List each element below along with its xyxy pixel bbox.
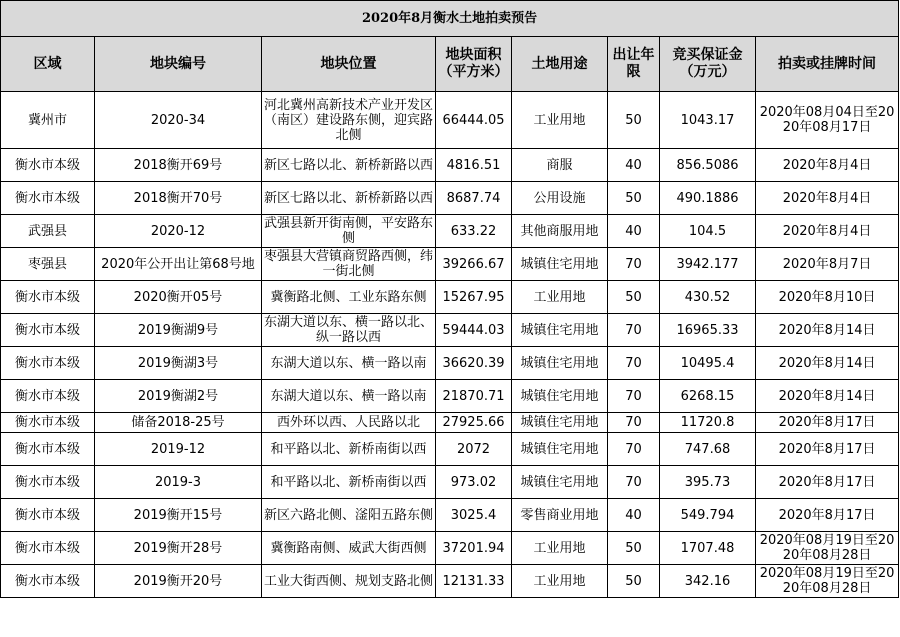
- cell-use: 城镇住宅用地: [512, 380, 608, 413]
- table-row: [1, 380, 899, 413]
- cell-region: 冀州市: [1, 92, 95, 149]
- cell-years: 70: [608, 347, 660, 380]
- cell-deposit: 6268.15: [660, 380, 756, 413]
- cell-use: 工业用地: [512, 565, 608, 598]
- cell-deposit: 1707.48: [660, 532, 756, 565]
- table-row: [1, 248, 899, 281]
- cell-date: 2020年8月4日: [756, 149, 899, 182]
- cell-date: 2020年8月4日: [756, 182, 899, 215]
- cell-years: 70: [608, 314, 660, 347]
- cell-code: 2019衡开28号: [95, 532, 262, 565]
- table-row: [1, 92, 899, 149]
- cell-years: 40: [608, 499, 660, 532]
- cell-date: 2020年8月14日: [756, 380, 899, 413]
- cell-code: 2020年公开出让第68号地: [95, 248, 262, 281]
- header-area: 地块面积（平方米）: [436, 37, 512, 92]
- cell-location: 河北冀州高新技术产业开发区（南区）建设路东侧，迎宾路北侧: [262, 92, 436, 149]
- cell-code: 2019-12: [95, 433, 262, 466]
- cell-code: 2018衡开69号: [95, 149, 262, 182]
- cell-area: 36620.39: [436, 347, 512, 380]
- table-row: [1, 281, 899, 314]
- cell-region: 枣强县: [1, 248, 95, 281]
- cell-years: 40: [608, 215, 660, 248]
- cell-region: 衡水市本级: [1, 182, 95, 215]
- cell-deposit: 856.5086: [660, 149, 756, 182]
- table-row: [1, 433, 899, 466]
- cell-date: 2020年8月14日: [756, 347, 899, 380]
- cell-years: 50: [608, 565, 660, 598]
- cell-date: 2020年8月10日: [756, 281, 899, 314]
- cell-location: 东湖大道以东、横一路以南: [262, 347, 436, 380]
- cell-area: 15267.95: [436, 281, 512, 314]
- cell-date: 2020年8月7日: [756, 248, 899, 281]
- header-date: 拍卖或挂牌时间: [756, 37, 899, 92]
- cell-deposit: 430.52: [660, 281, 756, 314]
- cell-years: 50: [608, 532, 660, 565]
- cell-date: 2020年8月17日: [756, 466, 899, 499]
- cell-use: 工业用地: [512, 281, 608, 314]
- cell-area: 27925.66: [436, 413, 512, 433]
- cell-location: 冀衡路北侧、工业东路东侧: [262, 281, 436, 314]
- cell-region: 衡水市本级: [1, 281, 95, 314]
- cell-years: 70: [608, 248, 660, 281]
- cell-years: 50: [608, 92, 660, 149]
- cell-region: 衡水市本级: [1, 347, 95, 380]
- cell-date: 2020年8月14日: [756, 314, 899, 347]
- cell-region: 衡水市本级: [1, 532, 95, 565]
- table-row: [1, 499, 899, 532]
- cell-deposit: 1043.17: [660, 92, 756, 149]
- header-region: 区域: [1, 37, 95, 92]
- cell-deposit: 16965.33: [660, 314, 756, 347]
- cell-region: 衡水市本级: [1, 433, 95, 466]
- cell-use: 城镇住宅用地: [512, 248, 608, 281]
- cell-deposit: 342.16: [660, 565, 756, 598]
- cell-location: 西外环以西、人民路以北: [262, 413, 436, 433]
- cell-region: 衡水市本级: [1, 565, 95, 598]
- table-row: [1, 413, 899, 433]
- cell-code: 2019衡湖3号: [95, 347, 262, 380]
- cell-use: 零售商业用地: [512, 499, 608, 532]
- cell-area: 3025.4: [436, 499, 512, 532]
- cell-location: 和平路以北、新桥南街以西: [262, 433, 436, 466]
- cell-date: 2020年08月19日至2020年08月28日: [756, 532, 899, 565]
- cell-area: 973.02: [436, 466, 512, 499]
- cell-use: 城镇住宅用地: [512, 314, 608, 347]
- cell-area: 37201.94: [436, 532, 512, 565]
- cell-code: 2019衡湖9号: [95, 314, 262, 347]
- cell-location: 新区七路以北、新桥新路以西: [262, 149, 436, 182]
- table-row: [1, 532, 899, 565]
- cell-code: 2019衡开15号: [95, 499, 262, 532]
- cell-use: 城镇住宅用地: [512, 433, 608, 466]
- cell-region: 衡水市本级: [1, 149, 95, 182]
- cell-location: 和平路以北、新桥南街以西: [262, 466, 436, 499]
- cell-region: 衡水市本级: [1, 380, 95, 413]
- cell-use: 商服: [512, 149, 608, 182]
- cell-location: 冀衡路南侧、威武大街西侧: [262, 532, 436, 565]
- cell-area: 21870.71: [436, 380, 512, 413]
- cell-area: 2072: [436, 433, 512, 466]
- table-row: [1, 466, 899, 499]
- cell-use: 工业用地: [512, 532, 608, 565]
- cell-date: 2020年8月4日: [756, 215, 899, 248]
- cell-code: 2020-34: [95, 92, 262, 149]
- cell-date: 2020年08月19日至2020年08月28日: [756, 565, 899, 598]
- header-use: 土地用途: [512, 37, 608, 92]
- cell-location: 工业大街西侧、规划支路北侧: [262, 565, 436, 598]
- cell-location: 东湖大道以东、横一路以北、纵一路以西: [262, 314, 436, 347]
- cell-area: 59444.03: [436, 314, 512, 347]
- cell-code: 2018衡开70号: [95, 182, 262, 215]
- cell-area: 39266.67: [436, 248, 512, 281]
- cell-deposit: 3942.177: [660, 248, 756, 281]
- cell-area: 66444.05: [436, 92, 512, 149]
- cell-region: 衡水市本级: [1, 314, 95, 347]
- cell-date: 2020年8月17日: [756, 433, 899, 466]
- cell-deposit: 395.73: [660, 466, 756, 499]
- header-deposit: 竞买保证金（万元）: [660, 37, 756, 92]
- cell-use: 城镇住宅用地: [512, 413, 608, 433]
- cell-deposit: 490.1886: [660, 182, 756, 215]
- cell-years: 70: [608, 380, 660, 413]
- table-row: [1, 347, 899, 380]
- cell-location: 新区六路北侧、滏阳五路东侧: [262, 499, 436, 532]
- table-title: 2020年8月衡水土地拍卖预告: [1, 1, 899, 37]
- cell-deposit: 11720.8: [660, 413, 756, 433]
- table-row: [1, 215, 899, 248]
- cell-region: 衡水市本级: [1, 499, 95, 532]
- table-row: [1, 314, 899, 347]
- cell-years: 70: [608, 433, 660, 466]
- cell-date: 2020年8月17日: [756, 499, 899, 532]
- cell-years: 50: [608, 182, 660, 215]
- cell-years: 40: [608, 149, 660, 182]
- table-row: [1, 149, 899, 182]
- cell-location: 东湖大道以东、横一路以南: [262, 380, 436, 413]
- cell-location: 枣强县大营镇商贸路西侧，纬一街北侧: [262, 248, 436, 281]
- cell-region: 武强县: [1, 215, 95, 248]
- cell-use: 公用设施: [512, 182, 608, 215]
- cell-date: 2020年08月04日至2020年08月17日: [756, 92, 899, 149]
- cell-years: 50: [608, 281, 660, 314]
- header-location: 地块位置: [262, 37, 436, 92]
- cell-area: 12131.33: [436, 565, 512, 598]
- cell-location: 新区七路以北、新桥新路以西: [262, 182, 436, 215]
- cell-code: 2019-3: [95, 466, 262, 499]
- cell-use: 城镇住宅用地: [512, 466, 608, 499]
- cell-code: 2020衡开05号: [95, 281, 262, 314]
- cell-code: 2020-12: [95, 215, 262, 248]
- header-row: [1, 37, 899, 92]
- cell-use: 城镇住宅用地: [512, 347, 608, 380]
- cell-use: 工业用地: [512, 92, 608, 149]
- cell-area: 8687.74: [436, 182, 512, 215]
- cell-code: 2019衡湖2号: [95, 380, 262, 413]
- cell-date: 2020年8月17日: [756, 413, 899, 433]
- cell-area: 4816.51: [436, 149, 512, 182]
- cell-region: 衡水市本级: [1, 413, 95, 433]
- cell-area: 633.22: [436, 215, 512, 248]
- cell-deposit: 104.5: [660, 215, 756, 248]
- cell-code: 2019衡开20号: [95, 565, 262, 598]
- header-years: 出让年限: [608, 37, 660, 92]
- table-row: [1, 565, 899, 598]
- cell-years: 70: [608, 413, 660, 433]
- cell-deposit: 747.68: [660, 433, 756, 466]
- cell-use: 其他商服用地: [512, 215, 608, 248]
- header-code: 地块编号: [95, 37, 262, 92]
- table-row: [1, 182, 899, 215]
- cell-region: 衡水市本级: [1, 466, 95, 499]
- cell-code: 储备2018-25号: [95, 413, 262, 433]
- cell-years: 70: [608, 466, 660, 499]
- cell-deposit: 10495.4: [660, 347, 756, 380]
- cell-deposit: 549.794: [660, 499, 756, 532]
- cell-location: 武强县新开街南侧，平安路东侧: [262, 215, 436, 248]
